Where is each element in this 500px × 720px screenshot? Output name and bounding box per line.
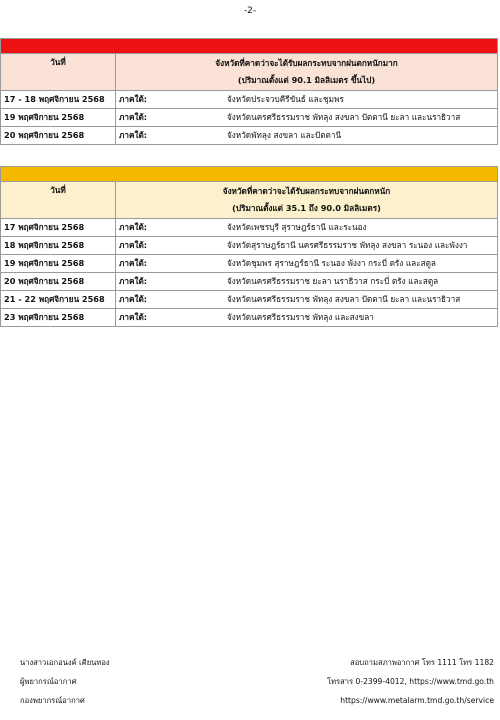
row-date: 17 พฤศจิกายน 2568 — [1, 219, 116, 237]
heavy-rain-table — [0, 38, 498, 145]
row-provinces-cell — [116, 219, 498, 237]
contact-phone: สอบถามสภาพอากาศ โทร 1111 โทร 1182 — [350, 658, 494, 667]
row-region: ภาคใต้: — [119, 312, 148, 322]
heavy-header-day: วันที่ — [1, 54, 116, 91]
row-provinces-cell — [116, 91, 498, 109]
heavy-rain-color-bar — [1, 39, 498, 54]
heavy-header-title-cell — [116, 54, 498, 91]
table-row — [1, 255, 498, 273]
row-region: ภาคใต้: — [119, 294, 148, 304]
row-provinces-cell — [116, 237, 498, 255]
row-region: ภาคใต้: — [119, 222, 148, 232]
row-region: ภาคใต้: — [119, 112, 148, 122]
table-row — [1, 127, 498, 145]
row-date: 23 พฤศจิกายน 2568 — [1, 309, 116, 327]
row-region: ภาคใต้: — [119, 240, 148, 250]
row-date: 20 พฤศจิกายน 2568 — [1, 127, 116, 145]
row-provinces: จังหวัดประจวบคีรีขันธ์ และชุมพร — [227, 94, 344, 104]
row-region: ภาคใต้: — [119, 276, 148, 286]
row-provinces: จังหวัดสุราษฎร์ธานี นครศรีธรรมราช พัทลุง สงขลา ระนอง และพังงา — [227, 240, 468, 250]
heavy-rain-rows — [1, 91, 498, 145]
heavy-header-title: จังหวัดที่คาดว่าจะได้รับผลกระทบจากฝนตกหนักมาก — [215, 58, 398, 68]
author-division: กองพยากรณ์อากาศ — [20, 696, 85, 705]
moderate-header-title-cell — [116, 182, 498, 219]
row-provinces: จังหวัดชุมพร สุราษฎร์ธานี ระนอง พังงา กระบี่ ตรัง และสตูล — [227, 258, 436, 268]
row-date: 19 พฤศจิกายน 2568 — [1, 109, 116, 127]
row-date: 21 - 22 พฤศจิกายน 2568 — [1, 291, 116, 309]
row-provinces: จังหวัดพัทลุง สงขลา และปัตตานี — [227, 130, 342, 140]
table-row — [1, 109, 498, 127]
row-provinces: จังหวัดนครศรีธรรมราช พัทลุง และสงขลา — [227, 312, 374, 322]
moderate-rain-color-bar — [1, 167, 498, 182]
page-number: -2- — [243, 6, 257, 16]
row-provinces-cell — [116, 309, 498, 327]
row-provinces: จังหวัดเพชรบุรี สุราษฎร์ธานี และระนอง — [227, 222, 367, 232]
heavy-header-subtitle: (ปริมาณตั้งแต่ 90.1 มิลลิเมตร ขึ้นไป) — [237, 75, 376, 85]
row-region: ภาคใต้: — [119, 130, 148, 140]
table-row — [1, 273, 498, 291]
row-provinces-cell — [116, 291, 498, 309]
row-provinces: จังหวัดนครศรีธรรมราช พัทลุง สงขลา ปัตตานี ยะลา และนราธิวาส — [227, 294, 461, 304]
author-title: ผู้พยากรณ์อากาศ — [20, 677, 77, 686]
row-provinces-cell — [116, 255, 498, 273]
moderate-rain-table — [0, 166, 498, 327]
contact-service-link[interactable]: https://www.metalarm.tmd.go.th/service — [340, 696, 494, 705]
table-row — [1, 237, 498, 255]
table-row — [1, 291, 498, 309]
row-provinces: จังหวัดนครศรีธรรมราช พัทลุง สงขลา ปัตตานี ยะลา และนราธิวาส — [227, 112, 461, 122]
row-provinces: จังหวัดนครศรีธรรมราช ยะลา นราธิวาส กระบี่ ตรัง และสตูล — [227, 276, 439, 286]
row-provinces-cell — [116, 109, 498, 127]
row-provinces-cell — [116, 273, 498, 291]
moderate-header-day: วันที่ — [1, 182, 116, 219]
contact-block — [327, 653, 494, 710]
moderate-header-subtitle: (ปริมาณตั้งแต่ 35.1 ถึง 90.0 มิลลิเมตร) — [232, 203, 381, 213]
table-row — [1, 91, 498, 109]
row-region: ภาคใต้: — [119, 258, 148, 268]
row-date: 19 พฤศจิกายน 2568 — [1, 255, 116, 273]
row-provinces-cell — [116, 127, 498, 145]
contact-fax-website[interactable]: โทรสาร 0-2399-4012, https://www.tmd.go.th — [326, 677, 494, 686]
author-block — [20, 653, 110, 710]
author-name: นางสาวเอกอนงค์ เคียนทอง — [20, 658, 110, 667]
row-date: 17 - 18 พฤศจิกายน 2568 — [1, 91, 116, 109]
row-date: 20 พฤศจิกายน 2568 — [1, 273, 116, 291]
moderate-rain-rows — [1, 219, 498, 327]
row-region: ภาคใต้: — [119, 94, 148, 104]
table-row — [1, 219, 498, 237]
moderate-header-title: จังหวัดที่คาดว่าจะได้รับผลกระทบจากฝนตกหนัก — [222, 186, 391, 196]
row-date: 18 พฤศจิกายน 2568 — [1, 237, 116, 255]
table-row — [1, 309, 498, 327]
